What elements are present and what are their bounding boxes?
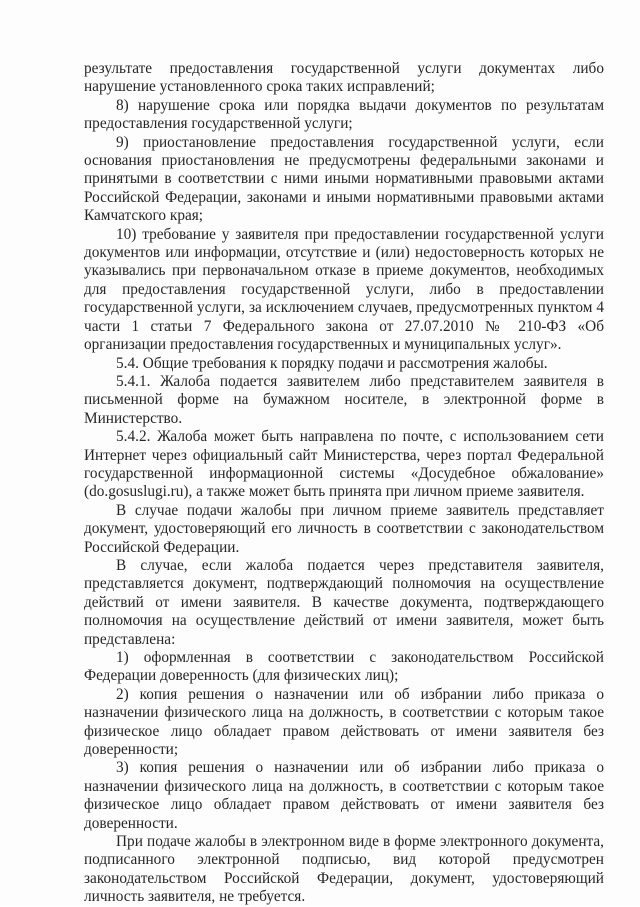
paragraph: 5.4.1. Жалоба подается заявителем либо представителем заявителя в письменной форме на бумажном носителе, в электронной форме в Министерство. xyxy=(84,372,604,427)
paragraph: 10) требование у заявителя при предоставлении государственной услуги документов или информации, отсутствие и (или) недостоверность которых не указывались при первоначальном отказе в приеме документов, необходимых для предоставления государственной услуги, либо в предоставлении государственной услуги, за исключением случаев, предусмотренных пунктом 4 части 1 статьи 7 Федерального закона от 27.07.2010 № 210-ФЗ «Об организации предоставления государственных и муниципальных услуг». xyxy=(84,225,604,354)
paragraph: 1) оформленная в соответствии с законодательством Российской Федерации доверенность (для физических лиц); xyxy=(84,649,604,685)
paragraph: 5.4.2. Жалоба может быть направлена по почте, с использованием сети Интернет через официальный сайт Министерства, через портал Федеральной государственной информационной системы «Досудебное обжалование» (do.gosuslugi.ru), а также может быть принята при личном приеме заявителя. xyxy=(84,428,604,501)
paragraph: В случае подачи жалобы при личном приеме заявитель представляет документ, удостоверяющий его личность в соответствии с законодательством Российской Федерации. xyxy=(84,501,604,556)
paragraph: 3) копия решения о назначении или об избрании либо приказа о назначении физического лица на должность, в соответствии с которым такое физическое лицо обладает правом действовать от имени заявителя без доверенности. xyxy=(84,759,604,832)
paragraph: 2) копия решения о назначении или об избрании либо приказа о назначении физического лица на должность, в соответствии с которым такое физическое лицо обладает правом действовать от имени заявителя без доверенности; xyxy=(84,685,604,759)
paragraph: 9) приостановление предоставления государственной услуги, если основания приостановления не предусмотрены федеральными законами и принятыми в соответствии с ними иными нормативными правовыми актами Российской Федерации, законами и иными нормативными правовыми актами Камчатского края; xyxy=(84,133,604,225)
paragraph: При подаче жалобы в электронном виде в форме электронного документа, подписанного электронной подписью, вид которой предусмотрен законодательством Российской Федерации, документ, удостоверяющий личность заявителя, не требуется. xyxy=(84,833,604,906)
document-body xyxy=(84,60,604,907)
paragraph: В случае, если жалоба подается через представителя заявителя, представляется документ, подтверждающий полномочия на осуществление действий от имени заявителя. В качестве документа, подтверждающего полномочия на осуществление действий от имени заявителя, может быть представлена: xyxy=(84,556,604,648)
paragraph: 5.4. Общие требования к порядку подачи и рассмотрения жалобы. xyxy=(116,354,548,372)
paragraph: результате предоставления государственной услуги документах либо нарушение установленного срока таких исправлений; xyxy=(84,60,604,96)
paragraph: 8) нарушение срока или порядка выдачи документов по результатам предоставления государственной услуги; xyxy=(84,96,604,133)
